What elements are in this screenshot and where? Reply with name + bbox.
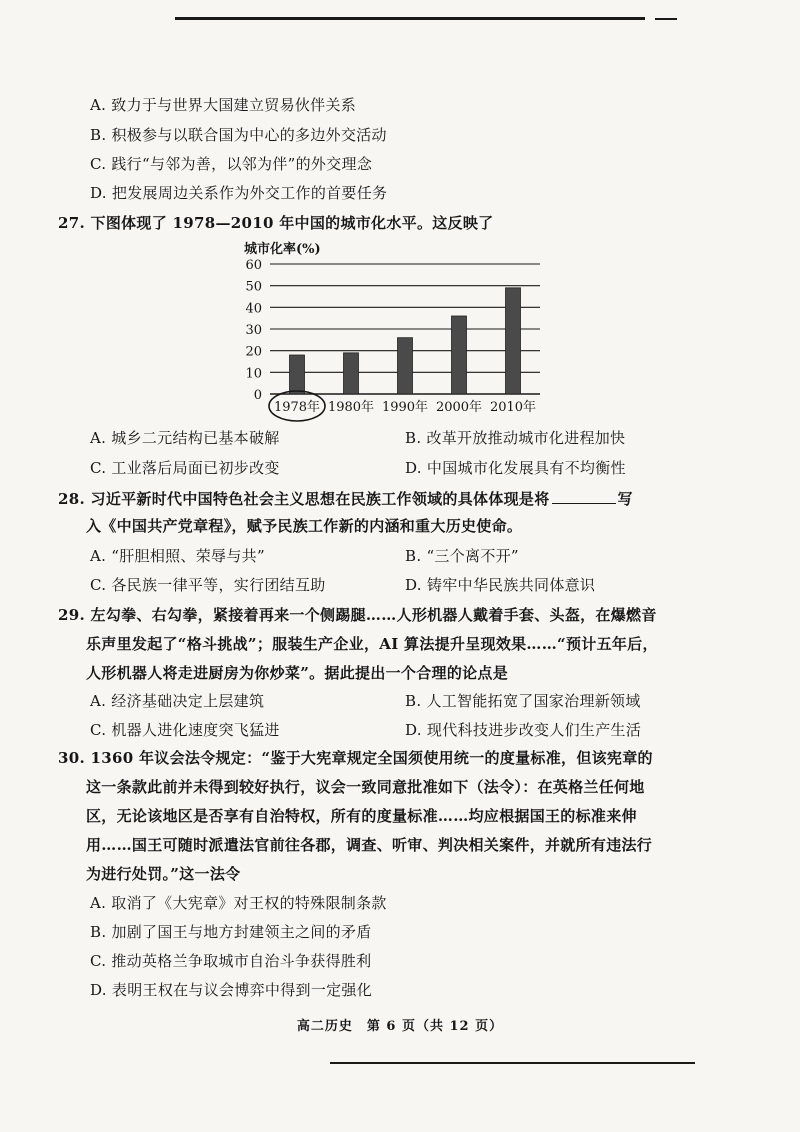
q29-option-b: B. 人工智能拓宽了国家治理新领域	[405, 692, 641, 710]
chart-bar	[290, 355, 305, 394]
q30-option-a: A. 取消了《大宪章》对王权的特殊限制条款	[90, 894, 387, 912]
chart-bar	[506, 288, 521, 394]
q28-stem-part1: 28. 习近平新时代中国特色社会主义思想在民族工作领域的具体体现是将	[58, 490, 550, 508]
chart-y-tick-label: 50	[245, 279, 262, 295]
chart-y-tick-label: 40	[245, 301, 262, 317]
q28-option-c: C. 各民族一律平等，实行团结互助	[90, 576, 326, 594]
q29-option-a: A. 经济基础决定上层建筑	[90, 692, 265, 710]
q30-stem-line3: 区，无论该地区是否享有自治特权，所有的度量标准……均应根据国王的标准来伸	[86, 807, 637, 825]
q28-stem-part2: 写	[617, 490, 633, 508]
q27-option-c: C. 工业落后局面已初步改变	[90, 459, 280, 477]
urbanization-bar-chart	[222, 236, 552, 426]
q30-option-c: C. 推动英格兰争取城市自治斗争获得胜利	[90, 952, 372, 970]
q29-option-c: C. 机器人进化速度突飞猛进	[90, 721, 280, 739]
chart-bar	[452, 316, 467, 394]
q26-option-a: A. 致力于与世界大国建立贸易伙伴关系	[90, 96, 357, 114]
q29-stem-line2: 乐声里发起了“格斗挑战”；服装生产企业，AI 算法提升呈现效果……“预计五年后，	[86, 635, 658, 653]
page-footer: 高二历史 第 6 页（共 12 页）	[296, 1019, 504, 1034]
q27-option-d: D. 中国城市化发展具有不均衡性	[405, 459, 626, 477]
chart-y-tick-label: 0	[253, 388, 262, 403]
top-rule-dash	[655, 18, 677, 20]
q30-option-d: D. 表明王权在与议会博弈中得到一定强化	[90, 981, 373, 999]
q30-stem-line2: 这一条款此前并未得到较好执行，议会一致同意批准如下（法令）：在英格兰任何地	[86, 778, 645, 796]
bottom-rule	[330, 1062, 695, 1064]
q27-stem: 27. 下图体现了 1978—2010 年中国的城市化水平。这反映了	[58, 214, 494, 232]
chart-bar	[344, 353, 359, 394]
chart-y-tick-label: 20	[245, 344, 262, 360]
q28-answer-blank	[552, 489, 616, 504]
q28-option-d: D. 铸牢中华民族共同体意识	[405, 576, 596, 594]
q28-option-a: A. “肝胆相照、荣辱与共”	[90, 547, 265, 565]
q28-option-b: B. “三个离不开”	[405, 547, 519, 565]
q26-option-c: C. 践行“与邻为善，以邻为伴”的外交理念	[90, 155, 373, 173]
q30-stem-line5: 为进行处罚。”这一法令	[86, 865, 241, 883]
top-rule	[175, 17, 645, 20]
q26-option-d: D. 把发展周边关系作为外交工作的首要任务	[90, 184, 388, 202]
q29-stem-line1: 29. 左勾拳、右勾拳，紧接着再来一个侧踢腿……人形机器人戴着手套、头盔，在爆燃音	[58, 606, 657, 624]
chart-y-tick-label: 60	[245, 258, 262, 273]
chart-x-tick-label: 1990年	[381, 400, 429, 415]
q28-stem-line1	[58, 488, 633, 509]
chart-x-tick-label: 2000年	[435, 400, 483, 415]
chart-bar	[398, 338, 413, 394]
q29-option-d: D. 现代科技进步改变人们生产生活	[405, 721, 642, 739]
chart-x-tick-label: 1978年	[273, 400, 321, 415]
chart-x-tick-label: 2010年	[489, 400, 537, 415]
q29-stem-line3: 人形机器人将走进厨房为你炒菜”。据此提出一个合理的论点是	[86, 664, 509, 682]
q30-stem-line4: 用……国王可随时派遣法官前往各郡，调查、听审、判决相关案件，并就所有违法行	[86, 836, 653, 854]
q26-option-b: B. 积极参与以联合国为中心的多边外交活动	[90, 126, 387, 144]
q27-option-b: B. 改革开放推动城市化进程加快	[405, 429, 626, 447]
q27-option-a: A. 城乡二元结构已基本破解	[90, 429, 280, 447]
q30-option-b: B. 加剧了国王与地方封建领主之间的矛盾	[90, 923, 372, 941]
q30-stem-line1: 30. 1360 年议会法令规定：“鉴于大宪章规定全国须使用统一的度量标准，但该宪章的	[58, 749, 653, 767]
chart-x-tick-label: 1980年	[327, 400, 375, 415]
q28-stem-line2: 入《中国共产党章程》，赋予民族工作新的内涵和重大历史使命。	[86, 517, 523, 535]
chart-y-tick-label: 30	[245, 323, 262, 338]
chart-y-axis-title: 城市化率(%)	[244, 242, 321, 257]
chart-y-tick-label: 10	[245, 366, 262, 382]
